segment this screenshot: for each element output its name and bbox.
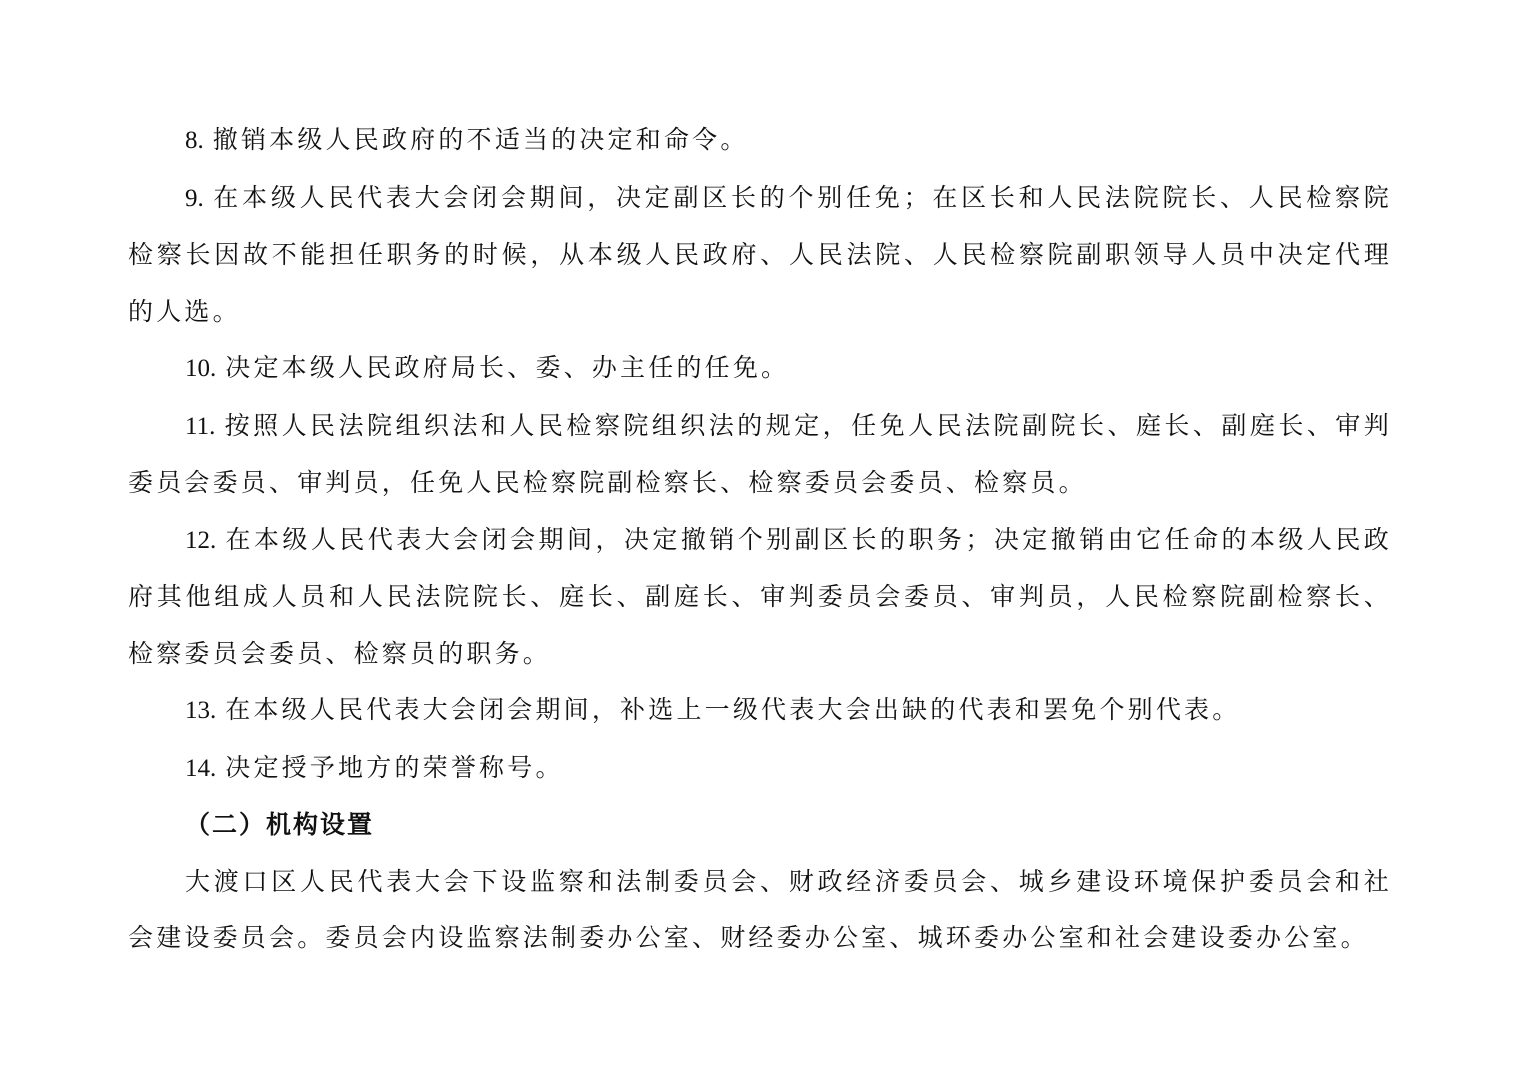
document-body <box>128 112 1392 967</box>
item-number: 11. <box>185 412 216 440</box>
list-item-9 <box>128 170 1392 341</box>
item-number: 9. <box>185 184 204 212</box>
list-item-10 <box>128 340 1392 398</box>
item-text: 按照人民法院组织法和人民检察院组织法的规定，任免人民法院副院长、庭长、副庭长、审判委员会委员、审判员，任免人民检察院副检察长、检察委员会委员、检察员。 <box>128 410 1392 497</box>
list-item-8 <box>128 112 1392 170</box>
item-text: 决定本级人民政府局长、委、办主任的任免。 <box>225 353 790 382</box>
list-item-13 <box>128 682 1392 740</box>
section-paragraph: 大渡口区人民代表大会下设监察和法制委员会、财政经济委员会、城乡建设环境保护委员会和社会建设委员会。委员会内设监察法制委办公室、财经委办公室、城环委办公室和社会建设委办公室。 <box>128 866 1392 952</box>
item-text: 在本级人民代表大会闭会期间，决定副区长的个别任免；在区长和人民法院院长、人民检察院检察长因故不能担任职务的时候，从本级人民政府、人民法院、人民检察院副职领导人员中决定代理的人选。 <box>128 182 1392 326</box>
item-text: 决定授予地方的荣誉称号。 <box>225 752 564 782</box>
list-item-12 <box>128 512 1392 683</box>
item-number: 8. <box>185 127 204 154</box>
list-item-11 <box>128 398 1392 512</box>
section-heading: （二）机构设置 <box>185 810 375 839</box>
item-text: 撤销本级人民政府的不适当的决定和命令。 <box>212 125 749 154</box>
list-item-14 <box>128 740 1392 798</box>
item-number: 10. <box>185 355 217 382</box>
item-text: 在本级人民代表大会闭会期间，决定撤销个别副区长的职务；决定撤销由它任命的本级人民政府其他组成人员和人民法院院长、庭长、副庭长、审判委员会委员、审判员，人民检察院副检察长、检察委员会委员、检察员的职务。 <box>128 524 1392 668</box>
item-number: 13. <box>185 697 217 724</box>
item-number: 12. <box>185 526 217 554</box>
item-number: 14. <box>185 754 217 782</box>
item-text: 在本级人民代表大会闭会期间，补选上一级代表大会出缺的代表和罢免个别代表。 <box>225 695 1241 724</box>
